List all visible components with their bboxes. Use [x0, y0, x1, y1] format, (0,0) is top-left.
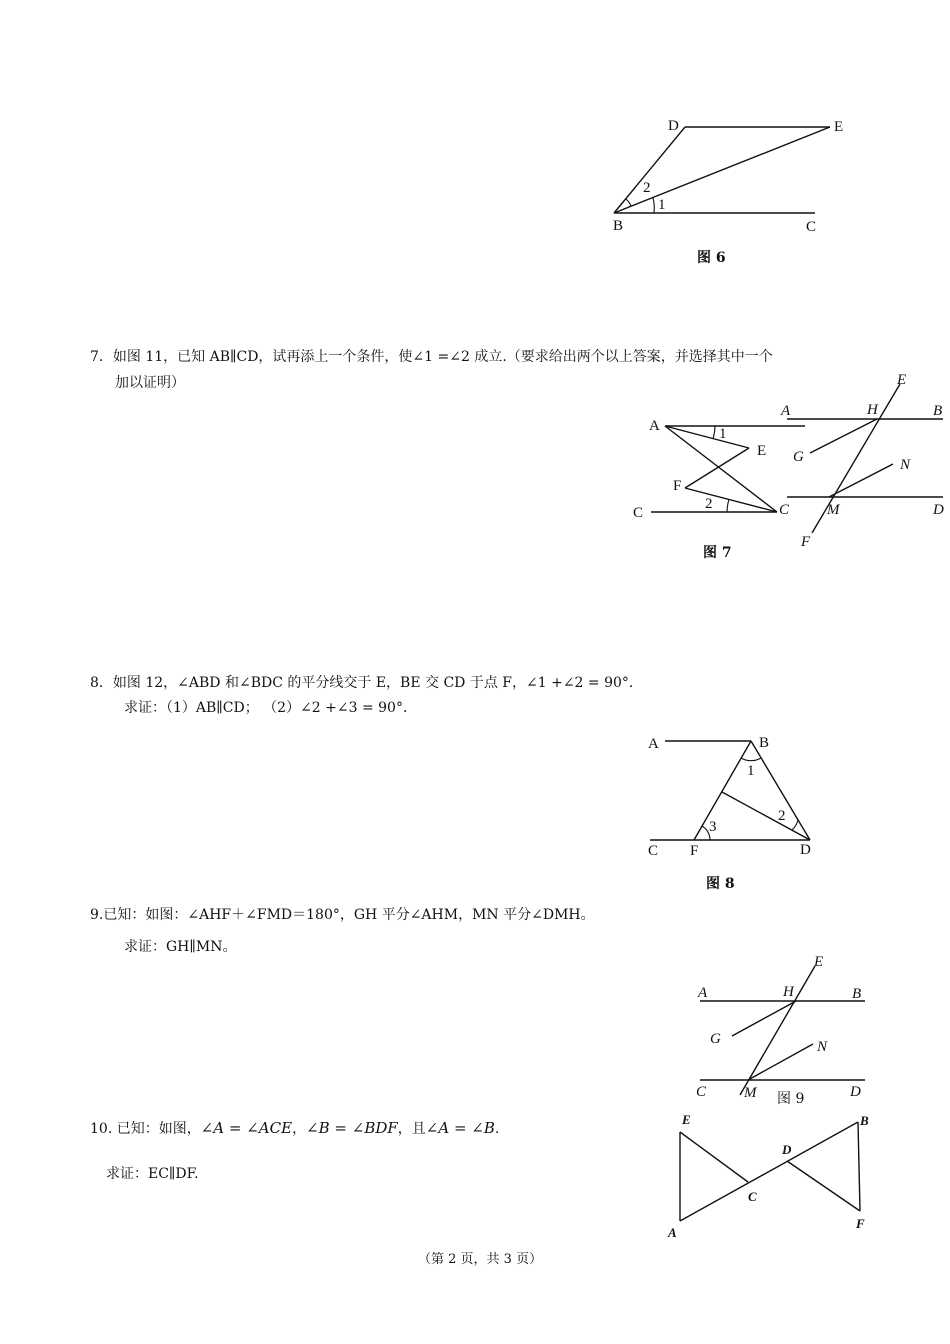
angle-arc-1 [741, 758, 761, 761]
problem-10-line-2: 求证：EC∥DF. [106, 1166, 199, 1182]
segment-bf [694, 741, 751, 840]
label-a: A [649, 418, 660, 434]
label-b: B [759, 735, 770, 751]
figure-6 [590, 110, 870, 270]
figure-8 [640, 728, 830, 863]
figure-8-caption: 图 8 [706, 876, 735, 892]
label-n: N [900, 457, 911, 473]
problem-7-line-2: 加以证明） [115, 375, 185, 391]
line-gh [732, 1001, 796, 1036]
label-m: M [827, 502, 840, 518]
label-m: M [744, 1085, 757, 1101]
segment-ae [665, 426, 749, 448]
segment-ef [685, 448, 749, 488]
line-mn [748, 1044, 813, 1080]
label-e: E [757, 443, 767, 459]
label-c: C [648, 843, 659, 859]
angle-arc-1 [713, 426, 715, 439]
problem-10-prefix: 10. 已知：如图， [90, 1121, 201, 1137]
separator-2: ，且 [397, 1121, 426, 1137]
label-h: H [867, 402, 878, 418]
segment-fc [685, 488, 777, 512]
label-f: F [690, 843, 699, 859]
problem-7-line-1: 7．如图 11，已知 AB∥CD，试再添上一个条件，使∠1 =∠2 成立.（要求给出两个以上答案，并选择其中一个 [90, 349, 773, 365]
segment-bf [858, 1122, 860, 1211]
label-b: B [852, 986, 862, 1002]
label-angle-2: 2 [643, 180, 651, 196]
problem-8-line-1: 8．如图 12，∠ABD 和∠BDC 的平分线交于 E，BE 交 CD 于点 F，∠1 +∠2 = 90°． [90, 675, 643, 691]
equation-2: ∠B = ∠BDF [306, 1119, 398, 1137]
label-b: B [933, 403, 943, 419]
angle-arc-1 [653, 198, 654, 213]
angle-arc-2 [626, 199, 631, 206]
problem-9-line-1: 9.已知：如图：∠AHF＋∠FMD＝180°，GH 平分∠AHM，MN 平分∠DMH。 [90, 907, 595, 923]
line-gh [810, 419, 877, 453]
segment-bd [751, 741, 810, 840]
page-footer: （第 2 页，共 3 页） [418, 1252, 543, 1267]
label-angle-2: 2 [778, 808, 786, 824]
label-c: C [696, 1084, 707, 1100]
label-d: D [800, 842, 811, 858]
figure-10 [660, 1105, 885, 1245]
label-n: N [817, 1039, 828, 1055]
label-d: D [850, 1084, 861, 1100]
figure-7-right [775, 368, 950, 553]
label-b: B [613, 218, 624, 234]
segment-be [614, 127, 830, 213]
equation-3: ∠A = ∠B [425, 1119, 495, 1137]
segment-ec [680, 1132, 748, 1182]
angle-arc-2 [792, 820, 798, 830]
angle-arc-2 [727, 499, 729, 512]
segment-de [722, 792, 810, 840]
problem-9-line-2: 求证：GH∥MN。 [124, 939, 237, 955]
problem-10-suffix: . [494, 1121, 500, 1137]
line-mn [829, 464, 893, 497]
segment-ab [680, 1122, 858, 1221]
label-e: E [897, 372, 907, 388]
label-h: H [783, 984, 794, 1000]
segment-df [787, 1161, 860, 1211]
label-c: C [633, 505, 644, 521]
label-a: A [781, 403, 791, 419]
label-d: D [933, 502, 944, 518]
label-a: A [648, 736, 659, 752]
problem-8-line-2: 求证：（1）AB∥CD； （2）∠2 +∠3 = 90°． [124, 700, 417, 716]
label-angle-3: 3 [709, 819, 717, 835]
figure-7-caption: 图 7 [703, 545, 732, 561]
label-angle-1: 1 [719, 426, 727, 442]
line-eh-m [740, 966, 815, 1095]
label-f: F [856, 1216, 865, 1231]
label-angle-1: 1 [747, 763, 755, 779]
figure-9-caption: 图 9 [777, 1091, 805, 1107]
figure-9 [690, 950, 880, 1110]
label-c: C [779, 502, 790, 518]
label-c: C [806, 219, 817, 235]
label-a: A [668, 1225, 677, 1240]
figure-6-caption: 图 6 [697, 250, 726, 266]
label-angle-1: 1 [658, 197, 666, 213]
line-ef [812, 384, 900, 533]
label-e: E [814, 954, 824, 970]
label-a: A [698, 985, 708, 1001]
label-f: F [673, 478, 682, 494]
label-f: F [801, 534, 811, 550]
label-b: B [860, 1113, 869, 1128]
separator-1: ， [292, 1121, 307, 1137]
segment-bd [614, 127, 685, 213]
equation-1: ∠A = ∠ACE [200, 1119, 293, 1137]
problem-10-line-1 [90, 1117, 499, 1140]
label-c: C [748, 1189, 757, 1204]
label-d: D [668, 118, 679, 134]
label-g: G [710, 1031, 721, 1047]
label-g: G [793, 449, 804, 465]
label-e: E [834, 119, 844, 135]
label-e: E [682, 1112, 691, 1127]
label-d: D [782, 1142, 792, 1157]
label-angle-2: 2 [705, 496, 713, 512]
